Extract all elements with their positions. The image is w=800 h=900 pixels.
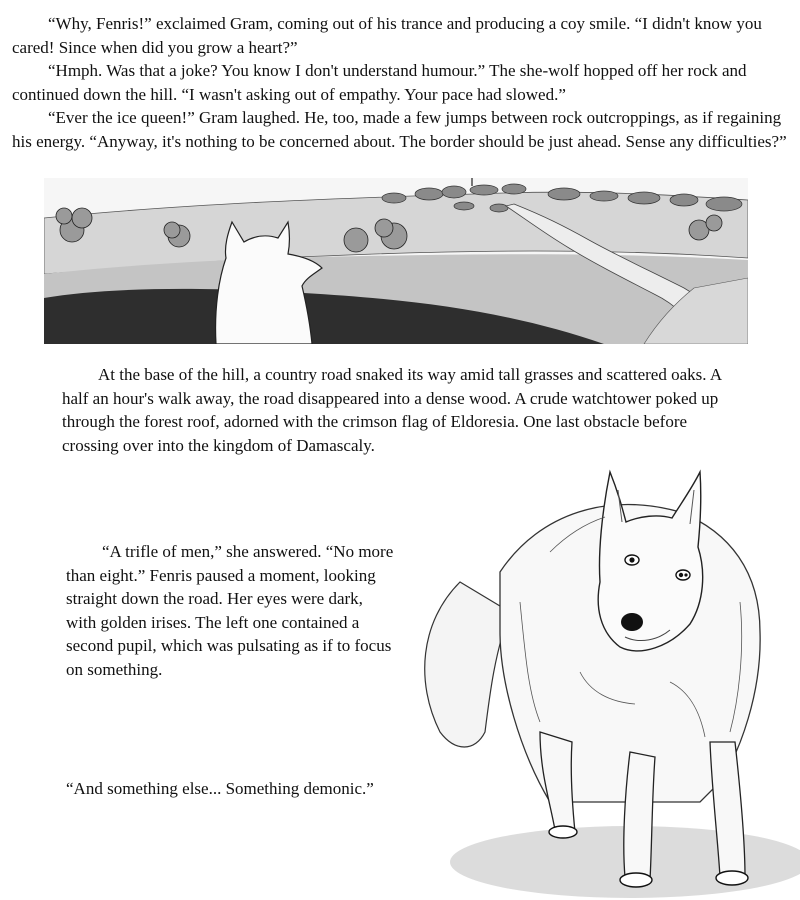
closing-line: “And something else... Something demonic.” bbox=[66, 779, 374, 798]
dialogue-paragraph-2: “Hmph. Was that a joke? You know I don't understand humour.” The she-wolf hopped off her rock and continued down the hill. “I wasn't asking out of empathy. Your pace had slowed.” bbox=[12, 61, 747, 104]
dialogue-paragraph-1: “Why, Fenris!” exclaimed Gram, coming out of his trance and producing a coy smile. “I didn't know you cared! Since when did you grow a heart?” bbox=[12, 14, 762, 57]
hill-paragraph: At the base of the hill, a country road snaked its way amid tall grasses and scattered oaks. A half an hour's walk away, the road disappeared into a dense wood. A crude watchtower poked up through the forest roof, adorned with the crimson flag of Eldoresia. One last obstacle before crossing over into the kingdom of Damascaly. bbox=[62, 365, 722, 455]
hill-landscape-illustration bbox=[44, 178, 748, 344]
dialogue-paragraph-3: “Ever the ice queen!” Gram laughed. He, too, made a few jumps between rock outcroppings, as if regaining his energy. “Anyway, it's nothing to be concerned about. The border should be just ahead. Sense any difficulties?” bbox=[12, 108, 787, 151]
fenris-wolf-illustration bbox=[400, 452, 800, 900]
wolf-head bbox=[598, 472, 702, 651]
fenris-paragraph: “A trifle of men,” she answered. “No more than eight.” Fenris paused a moment, looking straight down the road. Her eyes were dark, with golden irises. The left one contained a second pupil, which was pulsating as if to focus on something. bbox=[66, 542, 394, 679]
opening-dialogue bbox=[12, 12, 792, 153]
wolf-nose bbox=[621, 613, 643, 631]
wolf-tail bbox=[425, 582, 510, 747]
